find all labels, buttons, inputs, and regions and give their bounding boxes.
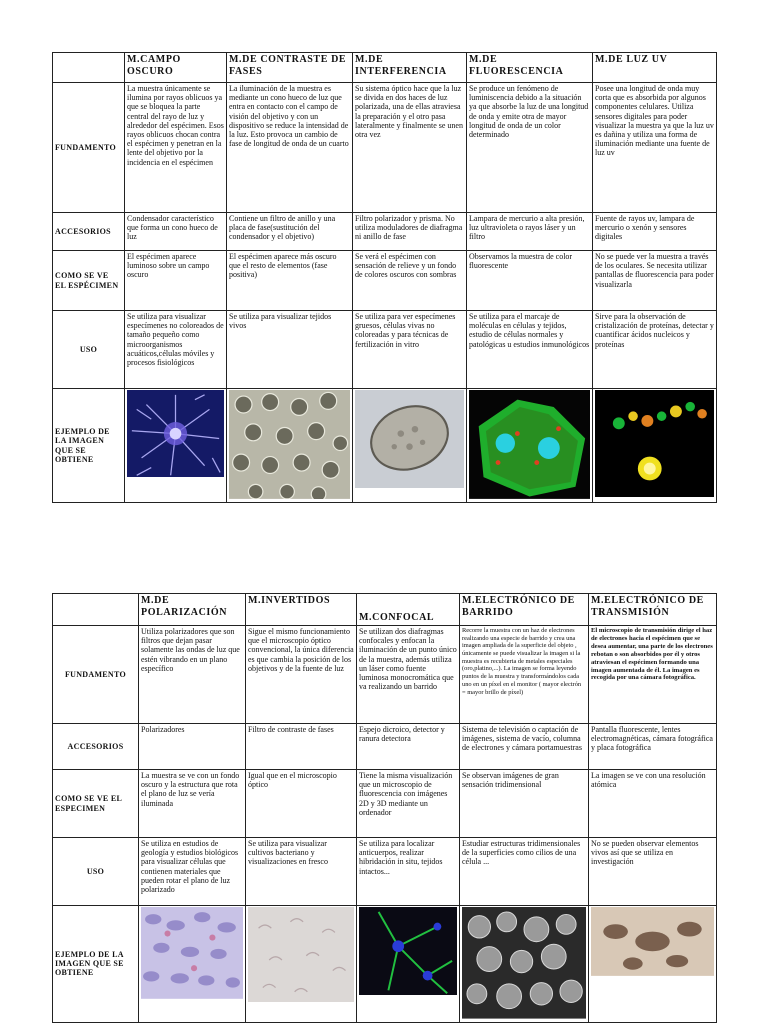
image-cell	[125, 389, 227, 503]
row-uso	[53, 311, 717, 389]
comparison-table-2	[52, 593, 717, 1023]
col-header: M.DE POLARIZACIÓN	[139, 594, 246, 626]
image-cell	[467, 389, 593, 503]
cell: Se utiliza para localizar anticuerpos, realizar hibridación in situ, tejidos intactos...	[357, 838, 460, 906]
cell: Se utiliza para visualizar cultivos bacteriano y visualizaciones en fresco	[246, 838, 357, 906]
cell: Sigue el mismo funcionamiento que el microscopio óptico convencional, la única diferencia es que cambia la posición de los objetivos y de la fuente de luz	[246, 626, 357, 724]
cell: Se utilizan dos diafragmas confocales y enfocan la iluminación de un punto único de la muestra, además utiliza un láser como fuente luminosa monocromática que va realizando un barrido	[357, 626, 460, 724]
cell: Pantalla fluorescente, lentes electromagnéticas, cámara fotográfica y placa fotográfica	[589, 724, 717, 770]
row-fundamento	[53, 83, 717, 213]
cell: Su sistema óptico hace que la luz se divida en dos haces de luz polarizada, una de ellas atraviesa la preparación y el otro pasa lateralmente y finalmente se unen otra vez	[353, 83, 467, 213]
inverted-microscope-image	[248, 907, 354, 1002]
cell: Fuente de rayos uv, lampara de mercurio o xenón y sensores digitales	[593, 213, 717, 251]
image-cell	[593, 389, 717, 503]
row-label: COMO SE VE EL ESPECIMEN	[53, 770, 139, 838]
image-cell	[227, 389, 353, 503]
row-label: FUNDAMENTO	[53, 626, 139, 724]
header-row	[53, 53, 717, 83]
row-label: COMO SE VE EL ESPÉCIMEN	[53, 251, 125, 311]
tem-image	[591, 907, 714, 1018]
cell: Igual que en el microscopio óptico	[246, 770, 357, 838]
cell: Filtro polarizador y prisma. No utiliza moduladores de diafragma ni anillo de fase	[353, 213, 467, 251]
cell: La iluminación de la muestra es mediante un cono hueco de luz que entra en contacto con el campo de visión del objetivo y con un dispositivo se reduce la intensidad de la luz. Esto provoca un cambio de fase de longitud de onda de un cuarto	[227, 83, 353, 213]
col-header: M.DE FLUORESCENCIA	[467, 53, 593, 83]
row-label: ACCESORIOS	[53, 213, 125, 251]
cell: Condensador característico que forma un cono hueco de luz	[125, 213, 227, 251]
col-header: M.DE LUZ UV	[593, 53, 717, 83]
cell: No se puede ver la muestra a través de los oculares. Se necesita utilizar pantallas de fluorescencia para poder visualizarla	[593, 251, 717, 311]
image-cell	[589, 906, 717, 1023]
phase-contrast-image	[229, 390, 350, 499]
col-header: M.DE INTERFERENCIA	[353, 53, 467, 83]
cell: Filtro de contraste de fases	[246, 724, 357, 770]
cell: Sistema de televisión o captación de imágenes, sistema de vacío, columna de electrones y cámara portamuestras	[460, 724, 589, 770]
cell: No se pueden observar elementos vivos así que se utiliza en investigación	[589, 838, 717, 906]
corner-cell	[53, 594, 139, 626]
sem-image	[462, 907, 586, 1019]
header-row	[53, 594, 717, 626]
cell: La muestra únicamente se ilumina por rayos oblicuos ya que se bloquea la parte central del rayo de luz y alrededor del espécimen. Esos rayos oblicuos chocan contra el espécimen y penetran en la lente del objetivo por la incidencia en el espécimen	[125, 83, 227, 213]
image-cell	[357, 906, 460, 1023]
row-accesorios	[53, 724, 717, 770]
col-header: M.DE CONTRASTE DE FASES	[227, 53, 353, 83]
cell: Se utiliza para ver especímenes gruesos, células vivas no coloreadas y para técnicas de fertilización in vitro	[353, 311, 467, 389]
row-label: USO	[53, 311, 125, 389]
cell: Se utiliza para el marcaje de moléculas en células y tejidos, estudio de células normales y patológicas u estudios inmunológicos	[467, 311, 593, 389]
cell: La muestra se ve con un fondo oscuro y la estructura que rota el plano de luz se vería iluminada	[139, 770, 246, 838]
interference-image	[355, 390, 464, 488]
row-fundamento	[53, 626, 717, 724]
cell: Se utiliza para visualizar tejidos vivos	[227, 311, 353, 389]
col-header: M.CAMPO OSCURO	[125, 53, 227, 83]
cell: El espécimen aparece luminoso sobre un campo oscuro	[125, 251, 227, 311]
cell: Estudiar estructuras tridimensionales de la superficies como cilios de una célula ...	[460, 838, 589, 906]
row-como-se-ve	[53, 770, 717, 838]
cell: Utiliza polarizadores que son filtros que dejan pasar solamente las ondas de luz que estén vibrando en un plano específico	[139, 626, 246, 724]
row-label: EJEMPLO DE LA IMAGEN QUE SE OBTIENE	[53, 906, 139, 1023]
cell: Se utiliza en estudios de geología y estudios biológicos para visualizar células que contienen materiales que pueden rotar el plano de luz polarizado	[139, 838, 246, 906]
cell: Tiene la misma visualización que un microscopio de fluorescencia con imágenes 2D y 3D mediante un ordenador	[357, 770, 460, 838]
cell: Espejo dicroico, detector y ranura detectora	[357, 724, 460, 770]
row-label: EJEMPLO DE LA IMAGEN QUE SE OBTIENE	[53, 389, 125, 503]
row-ejemplo-imagen	[53, 389, 717, 503]
row-como-se-ve	[53, 251, 717, 311]
col-header: M.ELECTRÓNICO DE TRANSMISIÓN	[589, 594, 717, 626]
cell: Se utiliza para visualizar especímenes no coloreados de tamaño pequeño como microorganismos acuáticos,células móviles y procesos fisiológicos	[125, 311, 227, 389]
image-cell	[246, 906, 357, 1023]
darkfield-microscopy-image	[127, 390, 224, 477]
cell: Posee una longitud de onda muy corta que es absorbida por algunos componentes celulares. Utiliza sensores digitales para poder visualizar la muestra ya que la luz uv es dañina y utiliza una forma de iluminación mediante una fuente de luz uv	[593, 83, 717, 213]
row-uso	[53, 838, 717, 906]
confocal-image	[359, 907, 457, 995]
cell: La imagen se ve con una resolución atómica	[589, 770, 717, 838]
cell: Polarizadores	[139, 724, 246, 770]
cell: El microscopio de transmisión dirige el haz de electrones hacia el espécimen que se desea aumentar, una parte de los electrones rebotan o son absorbidos por él y otros atraviesan el espécimen formando una imagen aumentada de él. La imagen es recogida por una cámara fotográfica.	[589, 626, 717, 724]
cell: Lampara de mercurio a alta presión, luz ultravioleta o rayos láser y un filtro	[467, 213, 593, 251]
row-accesorios	[53, 213, 717, 251]
image-cell	[460, 906, 589, 1023]
col-header: M.CONFOCAL	[357, 594, 460, 626]
cell: Observamos la muestra de color fluorescente	[467, 251, 593, 311]
polarization-image	[141, 907, 243, 999]
cell: Se observan imágenes de gran sensación tridimensional	[460, 770, 589, 838]
row-label: ACCESORIOS	[53, 724, 139, 770]
row-label: FUNDAMENTO	[53, 83, 125, 213]
cell: Sirve para la observación de cristalización de proteínas, detectar y cuantificar ácidos nucleicos y proteínas	[593, 311, 717, 389]
col-header: M.ELECTRÓNICO DE BARRIDO	[460, 594, 589, 626]
cell: Recorre la muestra con un haz de electrones realizando una especie de barrido y crea una imagen ampliada de la superficie del objeto , únicamente se puede visualizar la imagen si la muestra es recubierta de metales especiales (oro,platino,...). La imagen se forma leyendo puntos de la muestra y transformándolos cada uno en un píxel en el monitor ( mayor electrón = mayor brillo de píxel)	[460, 626, 589, 724]
cell: Se verá el espécimen con sensación de relieve y un fondo de colores oscuros con sombras	[353, 251, 467, 311]
row-label: USO	[53, 838, 139, 906]
fluorescence-image	[469, 390, 590, 499]
comparison-table-1	[52, 52, 717, 503]
cell: El espécimen aparece más oscuro que el resto de elementos (fase positiva)	[227, 251, 353, 311]
corner-cell	[53, 53, 125, 83]
row-ejemplo-imagen	[53, 906, 717, 1023]
image-cell	[139, 906, 246, 1023]
uv-microscopy-image	[595, 390, 714, 497]
cell: Contiene un filtro de anillo y una placa de fase(sustitución del condensador y el objetivo)	[227, 213, 353, 251]
image-cell	[353, 389, 467, 503]
cell: Se produce un fenómeno de luminiscencia debido a la situación ya que absorbe la luz de una longitud de onda y emite otra de mayor longitud de onda de un color determinado	[467, 83, 593, 213]
col-header: M.INVERTIDOS	[246, 594, 357, 626]
